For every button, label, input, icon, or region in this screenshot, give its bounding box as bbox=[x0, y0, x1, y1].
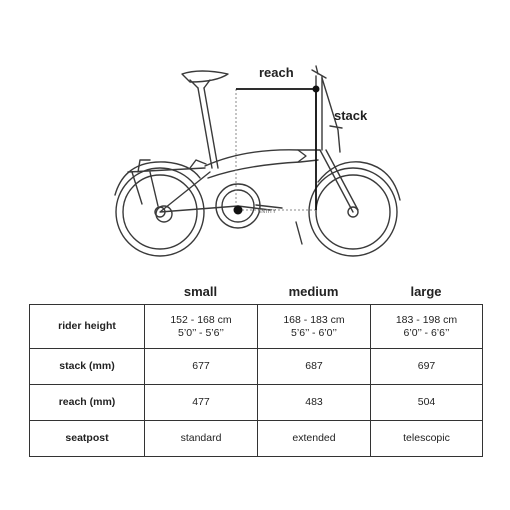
table-cell: 483 bbox=[258, 385, 371, 421]
table-row bbox=[30, 385, 483, 421]
row-label-rider-height: rider height bbox=[30, 305, 145, 349]
chainring-brand: ENTITY bbox=[258, 209, 276, 215]
table-cell: 168 - 183 cm 5’6’’ - 6’0’’ bbox=[258, 305, 371, 349]
row-label-stack: stack (mm) bbox=[30, 349, 145, 385]
head-tube-top-marker bbox=[313, 86, 320, 93]
size-table bbox=[29, 304, 483, 457]
handlebar bbox=[312, 66, 326, 78]
column-header-large: large bbox=[410, 284, 442, 299]
table-cell: 183 - 198 cm 6’0’’ - 6’6’’ bbox=[371, 305, 483, 349]
table-row bbox=[30, 421, 483, 457]
fork bbox=[320, 150, 358, 212]
row-label-reach: reach (mm) bbox=[30, 385, 145, 421]
table-cell: 697 bbox=[371, 349, 483, 385]
table-cell: 677 bbox=[145, 349, 258, 385]
front-fender bbox=[318, 162, 400, 200]
column-header-small: small bbox=[183, 284, 218, 299]
saddle bbox=[182, 71, 228, 82]
reach-label: reach bbox=[259, 65, 294, 80]
table-row bbox=[30, 305, 483, 349]
seat-tube bbox=[198, 88, 218, 168]
table-cell: 477 bbox=[145, 385, 258, 421]
row-label-seatpost: seatpost bbox=[30, 421, 145, 457]
column-header-medium: medium bbox=[288, 284, 339, 299]
table-cell: 504 bbox=[371, 385, 483, 421]
table-cell: extended bbox=[258, 421, 371, 457]
bottom-bracket-marker bbox=[234, 206, 243, 215]
table-cell: standard bbox=[145, 421, 258, 457]
table-row bbox=[30, 349, 483, 385]
stack-label: stack bbox=[334, 108, 368, 123]
bike-illustration bbox=[115, 66, 400, 256]
table-cell: 152 - 168 cm 5’0’’ - 5’6’’ bbox=[145, 305, 258, 349]
table-cell: telescopic bbox=[371, 421, 483, 457]
table-cell: 687 bbox=[258, 349, 371, 385]
